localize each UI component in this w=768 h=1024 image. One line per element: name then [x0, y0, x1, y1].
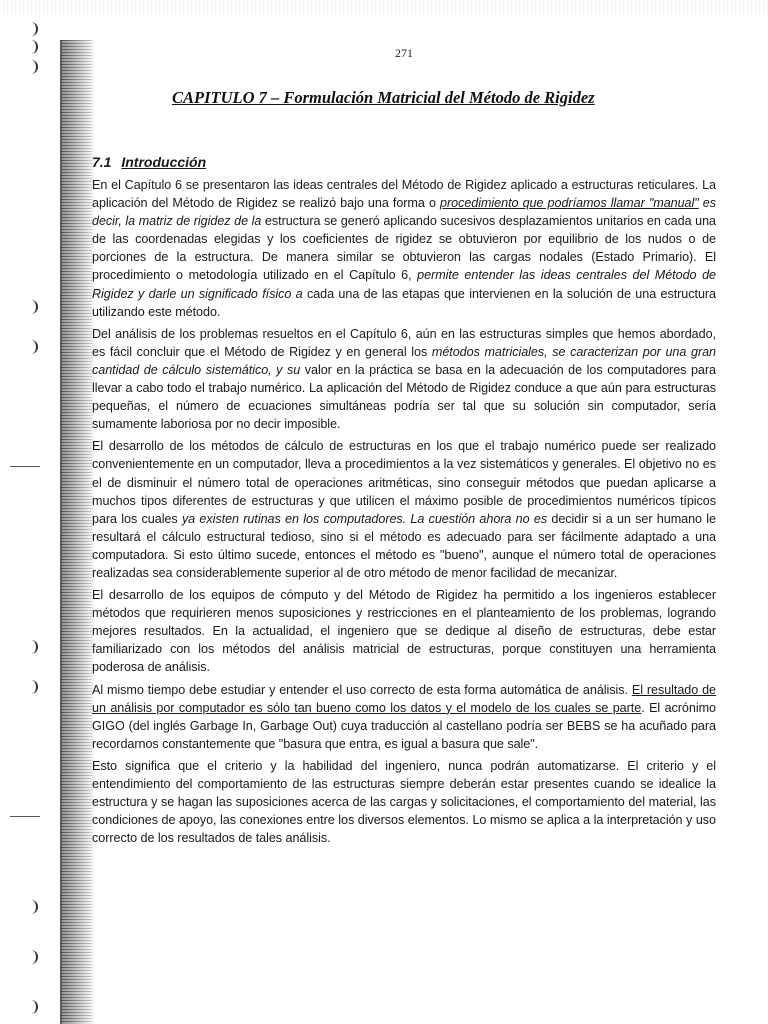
section-number: 7.1 [92, 154, 112, 170]
paragraph-text: Al mismo tiempo debe estudiar y entender el uso correcto de esta forma automática de análisis. [92, 682, 632, 697]
scan-noise-strip [0, 0, 768, 14]
paragraph-text: . El acrónimo GIGO (del inglés Garbage In, Garbage Out) cuya traducción al castellano podría ser BEBS se ha acuñado para recordarnos constantemente que "basura que entra, es igual a basura que sale". [92, 700, 716, 751]
paragraph-underlined-text: El resultado de un análisis por computador es sólo tan bueno como los datos y el modelo de los cuales se parte [92, 682, 716, 715]
margin-mark [10, 816, 40, 817]
binder-ring [26, 900, 38, 914]
chapter-title: CAPITULO 7 – Formulación Matricial del Método de Rigidez [172, 88, 595, 107]
paragraph-italic-text: métodos matriciales, se caracterizan por una gran cantidad de cálculo sistemático, y su [92, 344, 716, 377]
paragraph-text: valor en la práctica se basa en la adecuación de los computadores para llevar a cabo todo el trabajo numérico. La aplicación del Método de Rigidez conduce a que aún para estructuras pequeñas, el número de ecuaciones simultáneas podría ser tal que su solución sin computador, sería sumamente laboriosa por no decir imposible. [92, 362, 716, 432]
paragraph-underlined-text: procedimiento que podríamos llamar "manual" [440, 196, 699, 211]
binder-ring [26, 60, 38, 74]
section-title: Introducción [121, 154, 207, 170]
binder-rings [0, 0, 60, 1024]
page-binding-texture [62, 40, 92, 1024]
paragraph-4 [92, 586, 716, 676]
paragraph-5 [92, 681, 716, 753]
binder-ring [26, 340, 38, 354]
paragraph-3 [92, 437, 716, 582]
paragraph-italic-text: es decir, la matriz de rigidez de la [92, 196, 717, 229]
margin-mark [10, 466, 40, 467]
binder-ring [26, 1000, 38, 1014]
paragraph-text: En el Capítulo 6 se presentaron las ideas centrales del Método de Rigidez aplicado a estructuras reticulares. La aplicación del Método de Rigidez se realizó bajo una forma o [92, 178, 716, 211]
page-number: 271 [395, 46, 413, 60]
paragraph-text: El desarrollo de los equipos de cómputo y del Método de Rigidez ha permitido a los ingenieros establecer métodos que requirieren menos suposiciones y restricciones en el planteamiento de los problemas, logrando mejores resultados. En la actualidad, el ingeniero que se dedique al diseño de estructuras, debe estar familiarizado con los métodos del análisis matricial de estructuras, porque constituyen una herramienta poderosa de análisis. [92, 588, 716, 675]
paragraph-text: estructura se generó aplicando sucesivos desplazamientos unitarios en cada una de las coordenadas elegidas y los coeficientes de rigidez se obtuvieron por equilibrio de los nudos o de porciones de la estructura. De manera similar se obtuvieron las cargas nodales (Estado Primario). El procedimiento o metodología utilizado en el Capítulo 6, [92, 214, 716, 283]
paragraph-italic-text: ya existen rutinas en los computadores. La cuestión ahora no es [181, 511, 548, 526]
binder-ring [26, 40, 38, 54]
document-body [92, 154, 716, 851]
section-heading [92, 154, 716, 170]
binder-ring [26, 640, 38, 654]
paragraph-6 [92, 757, 716, 847]
binder-ring [26, 300, 38, 314]
paragraph-text: decidir si a un ser humano le resultará el cálculo estructural tedioso, sino si el método es adecuado para ser fácilmente adaptado a una computadora. Si esto último sucede, entonces el método es "bueno", aunque el número total de operaciones realizadas sea considerablemente superior al de otro método de menor facilidad de mecanizar. [92, 511, 716, 580]
paragraph-text: Esto significa que el criterio y la habilidad del ingeniero, nunca podrán automatizarse. El criterio y el entendimiento del comportamiento de las estructuras siempre deberán estar presentes cuando se idealice la estructura y se hagan las suposiciones acerca de las cargas y solicitaciones, el comportamiento del material, las condiciones de apoyo, las conexiones entre los diversos elementos. Lo mismo se aplica a la interpretación y uso correcto de los resultados de tales análisis. [92, 758, 716, 846]
paragraph-text: Del análisis de los problemas resueltos en el Capítulo 6, aún en las estructuras simples que hemos abordado, es fácil concluir que el Método de Rigidez y en general los [92, 326, 716, 359]
binder-ring [26, 680, 38, 694]
paragraph-text: El desarrollo de los métodos de cálculo de estructuras en los que el trabajo numérico puede ser realizado convenientemente en un computador, lleva a procedimientos a la vez sistemáticos y generales. El objetivo no es el de disminuir el número total de operaciones aritméticas, sino conseguir métodos que puedan aplicarse a muchos tipos diferentes de estructuras y que utilicen el máximo posible de procedimientos numéricos típicos para los cuales [92, 439, 716, 526]
binder-ring [26, 950, 38, 964]
paragraph-italic-text: permite entender las ideas centrales del Método de Rigidez y darle un significado físico a [92, 268, 716, 301]
paragraph-text: cada una de las etapas que intervienen en la solución de una estructura utilizando este método. [92, 286, 717, 319]
binder-ring [26, 22, 38, 36]
paragraph-2 [92, 325, 716, 434]
paragraph-1 [92, 176, 716, 321]
